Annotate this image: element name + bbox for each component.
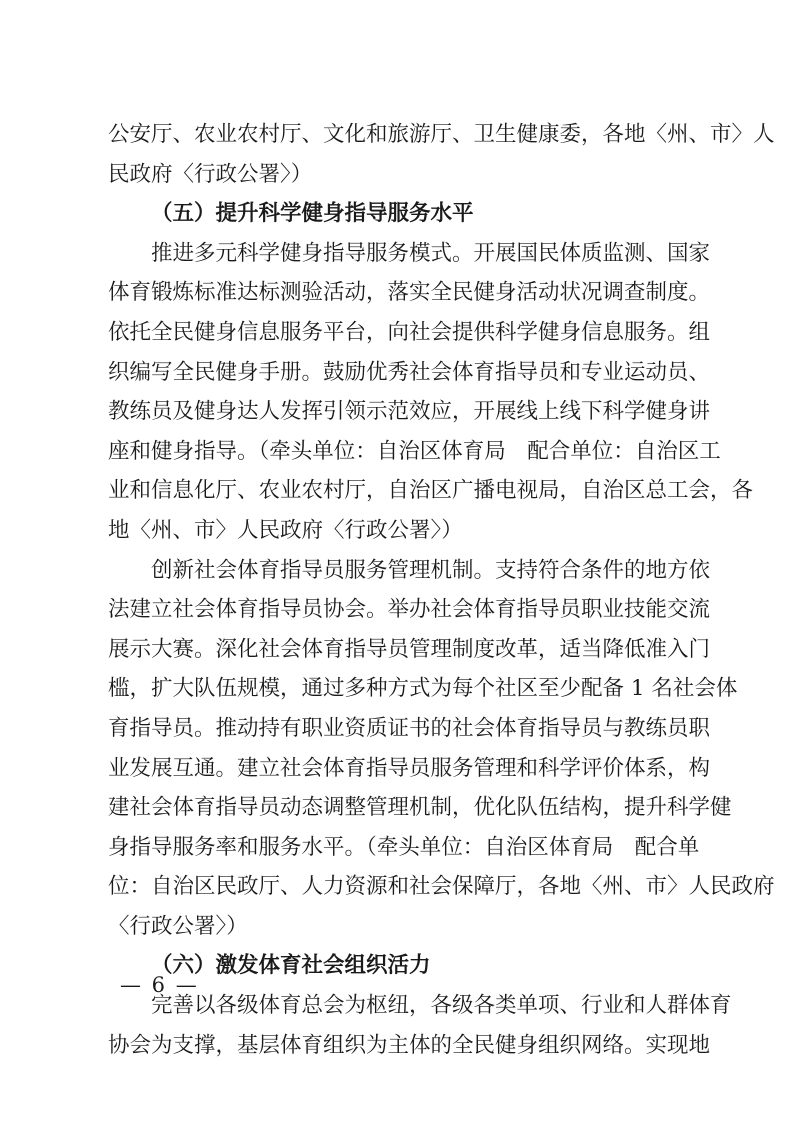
text-line: 民政府〈行政公署〉） xyxy=(108,161,313,187)
text-line: 〈行政公署〉） xyxy=(108,913,248,939)
text-line: 推进多元科学健身指导服务模式。开展国民体质监测、国家 xyxy=(151,240,711,266)
text-line: 体育锻炼标准达标测验活动，落实全民健身活动状况调查制度。 xyxy=(108,280,711,306)
text-line: 展示大赛。深化社会体育指导员管理制度改革，适当降低准入门 xyxy=(108,636,711,662)
text-line: 完善以各级体育总会为枢纽，各级各类单项、行业和人群体育 xyxy=(151,993,732,1019)
text-line: 槛，扩大队伍规模，通过多种方式为每个社区至少配备 1 名社会体 xyxy=(108,676,738,702)
text-line: 业和信息化厅、农业农村厅，自治区广播电视局，自治区总工会，各 xyxy=(108,478,754,504)
text-line: 创新社会体育指导员服务管理机制。支持符合条件的地方依 xyxy=(151,557,711,583)
section-heading: （六）激发体育社会组织活力 xyxy=(151,953,431,979)
text-line: 地〈州、市〉人民政府〈行政公署〉） xyxy=(108,517,463,543)
text-line: 法建立社会体育指导员协会。举办社会体育指导员职业技能交流 xyxy=(108,597,711,623)
text-line: 依托全民健身信息服务平台，向社会提供科学健身信息服务。组 xyxy=(108,319,711,345)
text-line: 织编写全民健身手册。鼓励优秀社会体育指导员和专业运动员、 xyxy=(108,359,711,385)
text-line: 业发展互通。建立社会体育指导员服务管理和科学评价体系，构 xyxy=(108,755,711,781)
page-number: — 6 — xyxy=(120,973,199,997)
text-line: 协会为支撑，基层体育组织为主体的全民健身组织网络。实现地 xyxy=(108,1032,711,1058)
text-line: 建社会体育指导员动态调整管理机制，优化队伍结构，提升科学健 xyxy=(108,795,732,821)
text-line: 位：自治区民政厅、人力资源和社会保障厅，各地〈州、市〉人民政府 xyxy=(108,874,775,900)
text-line: 座和健身指导。（牵头单位：自治区体育局 配合单位：自治区工 xyxy=(108,438,721,464)
text-line: 身指导服务率和服务水平。（牵头单位：自治区体育局 配合单 xyxy=(108,834,700,860)
text-line: 教练员及健身达人发挥引领示范效应，开展线上线下科学健身讲 xyxy=(108,399,711,425)
section-heading: （五）提升科学健身指导服务水平 xyxy=(151,201,474,227)
text-line: 育指导员。推动持有职业资质证书的社会体育指导员与教练员职 xyxy=(108,715,711,741)
document-body xyxy=(108,115,775,1065)
text-line: 公安厅、农业农村厅、文化和旅游厅、卫生健康委，各地〈州、市〉人 xyxy=(108,122,775,147)
